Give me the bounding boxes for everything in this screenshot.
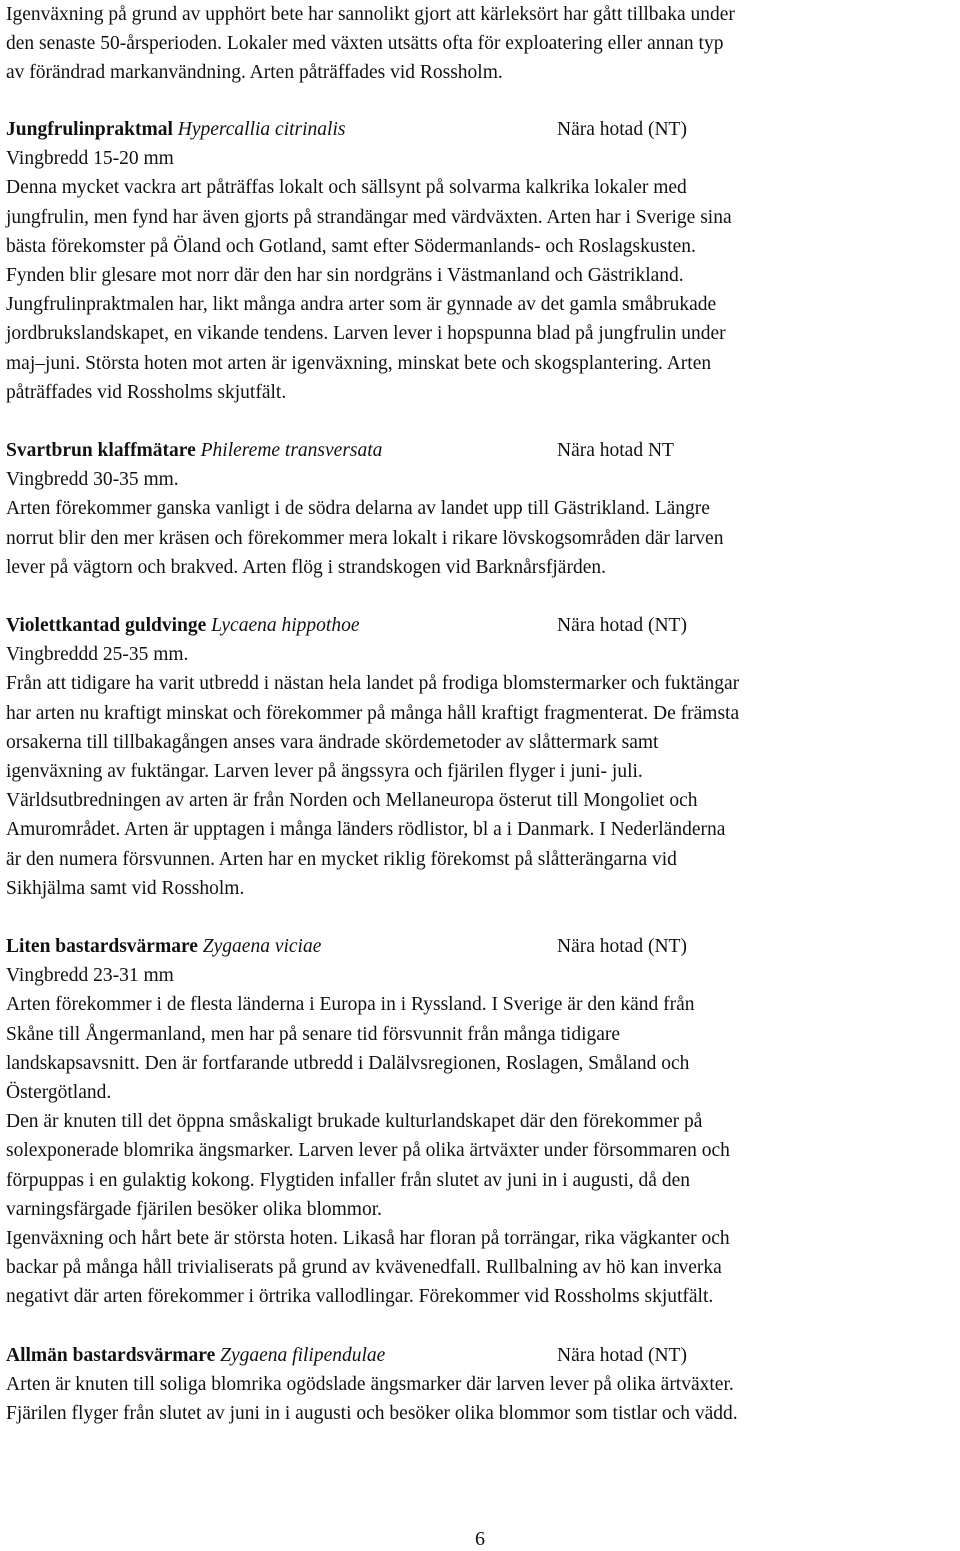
species-latin-name: Zygaena filipendulae <box>220 1345 386 1366</box>
intro-line: den senaste 50-årsperioden. Lokaler med växten utsätts ofta för exploatering eller annan typ <box>6 33 724 55</box>
species-heading <box>6 1341 958 1370</box>
species-text-line: Östergötland. <box>6 1081 112 1103</box>
species-text-line: är den numera försvunnen. Arten har en mycket riklig förekomst på slåtterängarna vid <box>6 848 677 870</box>
species-latin-name: Zygaena viciae <box>202 936 322 957</box>
species-text-line: Vingbredd 30-35 mm. <box>6 469 179 491</box>
species-text-line: norrut blir den mer kräsen och förekommer mera lokalt i rikare lövskogsområden där larven <box>6 527 724 549</box>
species-text-line: Vingbredd 23-31 mm <box>6 965 174 987</box>
species-latin-name: Lycaena hippothoe <box>211 615 360 636</box>
species-status: Nära hotad NT <box>557 440 674 461</box>
species-text-line: Arten förekommer i de flesta länderna i Europa in i Ryssland. I Sverige är den känd från <box>6 994 695 1016</box>
species-text-line: har arten nu kraftigt minskat och förekommer på många håll kraftigt fragmenterat. De främsta <box>6 702 740 724</box>
intro-paragraph <box>6 0 958 88</box>
species-text-line: igenväxning av fuktängar. Larven lever på ängssyra och fjärilen flyger i juni- juli. <box>6 760 643 782</box>
species-text-line: förpuppas i en gulaktig kokong. Flygtiden infaller från slutet av juni in i augusti, då den <box>6 1169 690 1191</box>
species-common-name: Violettkantad guldvinge <box>6 615 207 636</box>
species-common-name: Liten bastardsvärmare <box>6 936 198 957</box>
species-text-line: Fynden blir glesare mot norr där den har sin nordgräns i Västmanland och Gästrikland. <box>6 264 684 286</box>
species-text-line: bästa förekomster på Öland och Gotland, samt efter Södermanlands- och Roslagskusten. <box>6 235 696 257</box>
species-common-name: Allmän bastardsvärmare <box>6 1345 216 1366</box>
species-text-line: påträffades vid Rossholms skjutfält. <box>6 381 287 403</box>
species-text-line: Jungfrulinpraktmalen har, likt många andra arter som är gynnade av det gamla småbrukade <box>6 294 717 316</box>
species-common-name: Jungfrulinpraktmal <box>6 119 173 140</box>
species-text-line: Vingbreddd 25-35 mm. <box>6 644 189 666</box>
species-heading <box>6 115 958 144</box>
species-text-line: Amurområdet. Arten är upptagen i många länders rödlistor, bl a i Danmark. I Nederländerna <box>6 819 726 841</box>
species-text-line: Världsutbredningen av arten är från Norden och Mellaneuropa österut till Mongoliet och <box>6 790 698 812</box>
species-status: Nära hotad (NT) <box>557 1345 687 1366</box>
intro-line: Igenväxning på grund av upphört bete har sannolikt gjort att kärleksört har gått tillbaka under <box>6 4 735 25</box>
species-text-line: Från att tidigare ha varit utbredd i nästan hela landet på frodiga blomstermarker och fuktängar <box>6 673 740 695</box>
page-number: 6 <box>475 1528 485 1550</box>
species-text-line: jordbrukslandskapet, en vikande tendens. Larven lever i hopspunna blad på jungfrulin under <box>6 323 726 345</box>
species-text-line: jungfrulin, men fynd har även gjorts på strandängar med värdväxten. Arten har i Sverige sina <box>6 206 732 228</box>
species-heading <box>6 611 958 640</box>
species-section-svartbrun-klaffmatare <box>6 436 958 582</box>
species-text-line: solexponerade blomrika ängsmarker. Larven lever på olika ärtväxter under försommaren och <box>6 1140 730 1162</box>
species-heading <box>6 932 958 961</box>
species-text-line: Igenväxning och hårt bete är största hoten. Likaså har floran på torrängar, rika vägkanter och <box>6 1227 730 1249</box>
species-text-line: Fjärilen flyger från slutet av juni in i augusti och besöker olika blommor som tistlar och vädd. <box>6 1403 738 1425</box>
species-text-line: Den är knuten till det öppna småskaligt brukade kulturlandskapet där den förekommer på <box>6 1111 703 1133</box>
species-status: Nära hotad (NT) <box>557 615 687 636</box>
species-section-jungfrulinpraktmal <box>6 115 958 407</box>
species-text-line: Arten förekommer ganska vanligt i de södra delarna av landet upp till Gästrikland. Längre <box>6 498 710 520</box>
species-text-line: maj–juni. Största hoten mot arten är igenväxning, minskat bete och skogsplantering. Arten <box>6 352 712 374</box>
species-text-line: Sikhjälma samt vid Rossholm. <box>6 877 245 899</box>
species-text-line: backar på många håll trivialiserats på grund av kvävenedfall. Rullbalning av hö kan inverka <box>6 1257 722 1279</box>
species-text-line: Skåne till Ångermanland, men har på senare tid försvunnit från många tidigare <box>6 1023 621 1045</box>
species-text-line: orsakerna till tillbakagången anses vara ändrade skördemetoder av slåttermark samt <box>6 731 659 753</box>
species-section-liten-bastardsvarmare <box>6 932 958 1311</box>
species-text-line: varningsfärgade fjärilen besöker olika blommor. <box>6 1198 382 1220</box>
species-latin-name: Philereme transversata <box>200 440 383 461</box>
species-text-line: Arten är knuten till soliga blomrika ogödslade ängsmarker där larven lever på olika ärtväxter. <box>6 1374 734 1396</box>
species-text-line: negativt där arten förekommer i örtrika vallodlingar. Förekommer vid Rossholms skjutfält. <box>6 1286 714 1308</box>
species-status: Nära hotad (NT) <box>557 119 687 140</box>
species-text-line: lever på vägtorn och brakved. Arten flög i strandskogen vid Barknårsfjärden. <box>6 556 606 578</box>
intro-line: av förändrad markanvändning. Arten påträffades vid Rossholm. <box>6 62 503 84</box>
species-common-name: Svartbrun klaffmätare <box>6 440 196 461</box>
species-latin-name: Hypercallia citrinalis <box>177 119 346 140</box>
species-section-violettkantad-guldvinge <box>6 611 958 903</box>
species-heading <box>6 436 958 465</box>
species-status: Nära hotad (NT) <box>557 936 687 957</box>
species-text-line: Vingbredd 15-20 mm <box>6 148 174 170</box>
species-text-line: landskapsavsnitt. Den är fortfarande utbredd i Dalälvsregionen, Roslagen, Småland och <box>6 1052 690 1074</box>
species-text-line: Denna mycket vackra art påträffas lokalt och sällsynt på solvarma kalkrika lokaler med <box>6 177 687 199</box>
species-section-allman-bastardsvarmare <box>6 1341 958 1429</box>
